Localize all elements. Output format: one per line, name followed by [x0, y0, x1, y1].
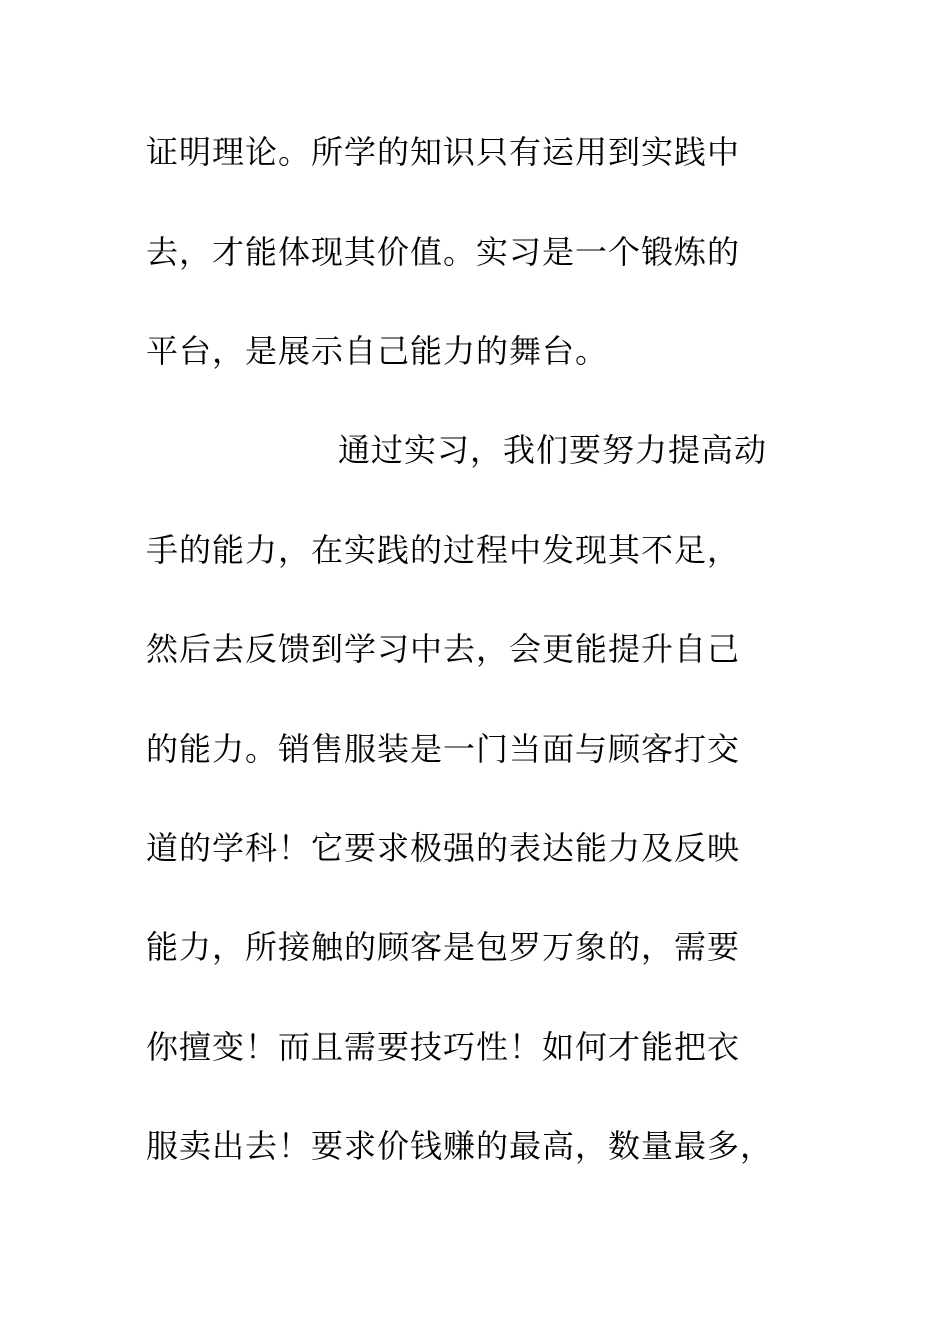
- paragraph-start-line: 通过实习，我们要努力提高动: [338, 431, 768, 469]
- text-line: 你擅变！而且需要技巧性！如何才能把衣: [146, 1028, 741, 1066]
- text-line: 服卖出去！要求价钱赚的最高，数量最多，: [146, 1127, 774, 1165]
- text-line: 手的能力，在实践的过程中发现其不足，: [146, 531, 741, 569]
- text-line: 证明理论。所学的知识只有运用到实践中: [146, 133, 741, 171]
- text-line: 能力，所接触的顾客是包罗万象的，需要: [146, 928, 741, 966]
- text-line: 的能力。销售服装是一门当面与顾客打交: [146, 730, 741, 768]
- text-line: 然后去反馈到学习中去，会更能提升自己: [146, 630, 741, 668]
- text-line: 平台，是展示自己能力的舞台。: [146, 332, 609, 370]
- text-line: 道的学科！它要求极强的表达能力及反映: [146, 829, 741, 867]
- text-line: 去，才能体现其价值。实习是一个锻炼的: [146, 233, 741, 271]
